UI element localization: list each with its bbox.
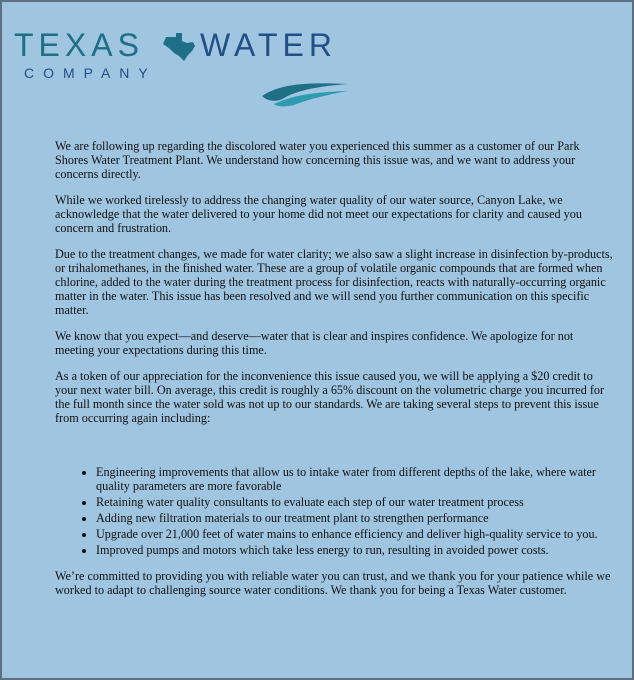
- list-item: • Adding new filtration materials to our treatment plant to strengthen performance: [96, 511, 615, 525]
- logo-word-texas: TEXAS: [14, 27, 144, 63]
- list-item: • Retaining water quality consultants to evaluate each step of our water treatment process: [96, 495, 615, 509]
- logo-subtitle: COMPANY: [24, 65, 157, 81]
- closing-paragraph: We’re committed to providing you with reliable water you can trust, and we thank you for your patience while we worked to adapt to challenging source water conditions. We thank you for being a Texas Water customer.: [55, 569, 611, 597]
- letter-paragraph: As a token of our appreciation for the inconvenience this issue caused you, we will be applying a $20 credit to your next water bill. On average, this credit is roughly a 65% discount on the volumetric charge you incurred for the full month since the water sold was not up to our standards. We are taking several steps to prevent this issue from occurring again including:: [55, 369, 605, 425]
- improvements-list: [55, 465, 615, 557]
- letter-paragraph: We are following up regarding the discolored water you experienced this summer as a customer of our Park Shores Water Treatment Plant. We understand how concerning this issue was, and we want to address your concerns directly.: [55, 139, 580, 181]
- list-item: • Engineering improvements that allow us to intake water from different depths of the lake, where water quality parameters are more favorable: [96, 465, 615, 493]
- company-logo: [14, 28, 354, 88]
- list-item: • Upgrade over 21,000 feet of water mains to enhance efficiency and deliver high-quality service to you.: [96, 527, 615, 541]
- texas-star-icon: [162, 32, 196, 62]
- list-item: • Improved pumps and motors which take less energy to run, resulting in avoided power costs.: [96, 543, 615, 557]
- letter-paragraph: We know that you expect—and deserve—water that is clear and inspires confidence. We apologize for not meeting your expectations during this time.: [55, 329, 574, 357]
- letter-paragraph: Due to the treatment changes, we made for water clarity; we also saw a slight increase in disinfection by-products, or trihalomethanes, in the finished water. These are a group of volatile organic compounds that are formed when chlorine, added to the water during the treatment process for disinfection, reacts with naturally-occurring organic matter in the water. This issue has been resolved and we will send you further communication on this specific matter.: [55, 247, 613, 317]
- logo-word-water: WATER: [200, 27, 337, 63]
- letter-body: [55, 139, 615, 609]
- water-waves-icon: [260, 80, 350, 108]
- letter-paragraph: While we worked tirelessly to address the changing water quality of our water source, Canyon Lake, we acknowledge that the water delivered to your home did not meet our expectations for clarity and caused you concern and frustration.: [55, 193, 582, 235]
